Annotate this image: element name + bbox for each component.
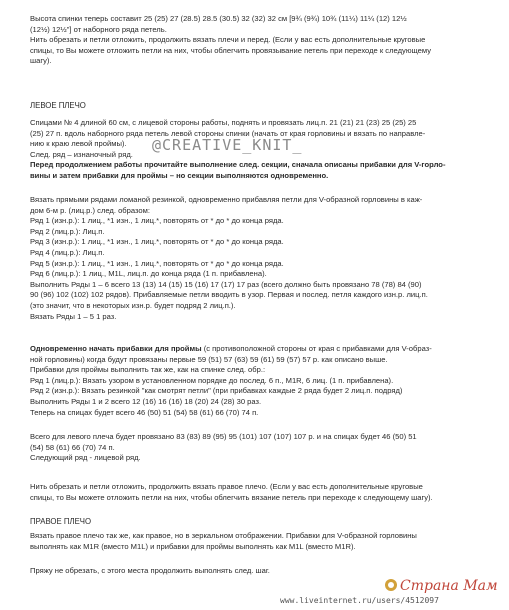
text-line: Прибавки для проймы выполнить так же, как на спинке след. обр.:: [30, 365, 266, 375]
final-note: Пряжу не обрезать, с этого места продолжить выполнять след. шаг.: [30, 566, 270, 575]
bold-note-line: вины и затем прибавки для проймы – но секции выполняются одновременно.: [30, 170, 329, 180]
row-instruction: Ряд 1 (изн.р.): 1 лиц., *1 изн., 1 лиц.*, повторять от * до * до конца ряда.: [30, 216, 284, 226]
row-instruction: Ряд 5 (изн.р.): 1 лиц., *1 изн., 1 лиц.*, повторять от * до * до конца ряда.: [30, 258, 284, 268]
text-line: 90 (96) 102 (102) 102 рядов). Прибавляемые петли вводить в узор. Первая и послед. петля каждого изн.р. лиц.п.: [30, 290, 428, 300]
text-line: (12½) 12½"] от наборного ряда петель.: [30, 24, 167, 34]
text-line: Следующий ряд - лицевой ряд.: [30, 453, 141, 463]
text-line: Вязать Ряды 1 – 5 1 раз.: [30, 311, 117, 321]
total-paragraph: [30, 432, 478, 464]
strana-mam-logo: Страна Мам: [400, 578, 498, 594]
text-line: Теперь на спицах будет всего 46 (50) 51 (54) 58 (61) 66 (70) 74 п.: [30, 407, 259, 417]
text-line: ной горловины) когда будут провязаны первые 59 (51) 57 (63) 59 (61) 59 (57) 57 р. как описано выше.: [30, 354, 388, 364]
left-shoulder-heading: ЛЕВОЕ ПЛЕЧО: [30, 101, 86, 110]
text-line: Вязать прямыми рядами ломаной резинкой, одновременно прибавляя петли для V-образной горловины в каж-: [30, 195, 423, 204]
row-instruction: Ряд 1 (лиц.р.): Вязать узором в установленном порядке до послед. 6 п., M1R, 6 лиц. (1 п. прибавлена).: [30, 375, 394, 385]
row-instruction: Ряд 2 (лиц.р.): Лиц.п.: [30, 226, 105, 236]
text-line: След. ряд – изнаночный ряд.: [30, 149, 133, 159]
armhole-paragraph: [30, 344, 478, 418]
row-instruction: Ряд 2 (изн.р.): Вязать резинкой "как смотрят петли" (при прибавках каждые 2 ряда будет 2 лиц.п. подряд): [30, 386, 403, 396]
text-line: Нить обрезать и петли отложить, продолжить вязать плечи и перед. (Если у вас есть дополнительные круговые: [30, 35, 426, 45]
strana-mam-logo-icon: [384, 578, 398, 592]
text-line: Выполнить Ряды 1 – 6 всего 13 (13) 14 (15) 15 (16) 17 (17) 17 раз (всего должно быть провязано 78 (78) 84 (90): [30, 279, 422, 289]
text-line: (это значит, что в некоторых изн.р. будет подряд 2 лиц.п.).: [30, 300, 236, 310]
text-line: Спицами № 4 длиной 60 см, с лицевой стороны работы, поднять и провязать лиц.п. 21 (21) 21 (23) 25 (25) 25: [30, 118, 417, 127]
cut-paragraph: [30, 482, 478, 503]
text-rest: (с противоположной стороны от края с прибавками для V-образ-: [201, 344, 432, 353]
text-line: (54) 58 (61) 66 (70) 74 п.: [30, 442, 115, 452]
bold-note-line: Перед продолжением работы прочитайте выполнение след. секции, сначала описаны прибавки для V-горло-: [30, 160, 446, 170]
footer-url: www.liveinternet.ru/users/4512097: [280, 596, 439, 605]
right-shoulder-heading: ПРАВОЕ ПЛЕЧО: [30, 517, 92, 526]
text-line: [30, 344, 478, 355]
row-instruction: Ряд 3 (изн.р.): 1 лиц., *1 изн., 1 лиц.*, повторять от * до * до конца ряда.: [30, 237, 284, 247]
text-line: дом 6-м р. (лиц.р.) след. образом:: [30, 205, 150, 215]
text-line: Всего для левого плеча будет провязано 83 (83) 89 (95) 95 (101) 107 (107) 107 р. и на спицах будет 46 (50) 51: [30, 432, 417, 441]
intro-paragraph: [30, 14, 478, 67]
text-line: Высота спинки теперь составит 25 (25) 27 (28.5) 28.5 (30.5) 32 (32) 32 см [9¾ (9¾) 10¾ (11¼) 11¼ (12) 12½: [30, 14, 407, 23]
text-line: (25) 27 п. вдоль наборного ряда петель левой стороны спинки (начать от края горловины и вязать по направле-: [30, 128, 426, 138]
text-line: Выполнить Ряды 1 и 2 всего 12 (16) 16 (16) 18 (20) 24 (28) 30 раз.: [30, 396, 262, 406]
row-instruction: Ряд 4 (лиц.р.): Лиц.п.: [30, 247, 105, 257]
text-line: Вязать правое плечо так же, как правое, но в зеркальном отображении. Прибавки для V-образной горловины: [30, 531, 417, 540]
text-line: шагу).: [30, 56, 52, 66]
text-line: нию к краю левой проймы).: [30, 139, 127, 149]
bold-lead: Одновременно начать прибавки для проймы: [30, 344, 202, 353]
row-instruction: Ряд 6 (лиц.р.): 1 лиц., M1L, лиц.п. до конца ряда (1 п. прибавлена).: [30, 269, 267, 279]
rows-paragraph: [30, 195, 478, 322]
text-line: Нить обрезать и петли отложить, продолжить вязать правое плечо. (Если у вас есть дополнительные круговые: [30, 482, 423, 491]
text-line: выполнять как M1R (вместо M1L) и прибавки для проймы выполнять как M1L (вместо M1R).: [30, 541, 356, 551]
right-shoulder-paragraph: [30, 531, 478, 552]
creative-knit-watermark: @CREATIVE_KNIT_: [152, 136, 303, 154]
text-line: спицы, то Вы можете отложить петли на них, чтобы облегчить вязание петель при переходе к следующему шагу).: [30, 492, 433, 502]
text-line: спицы, то Вы можете отложить петли на них, чтобы облегчить провязывание петель при переходе к следующему: [30, 45, 432, 55]
